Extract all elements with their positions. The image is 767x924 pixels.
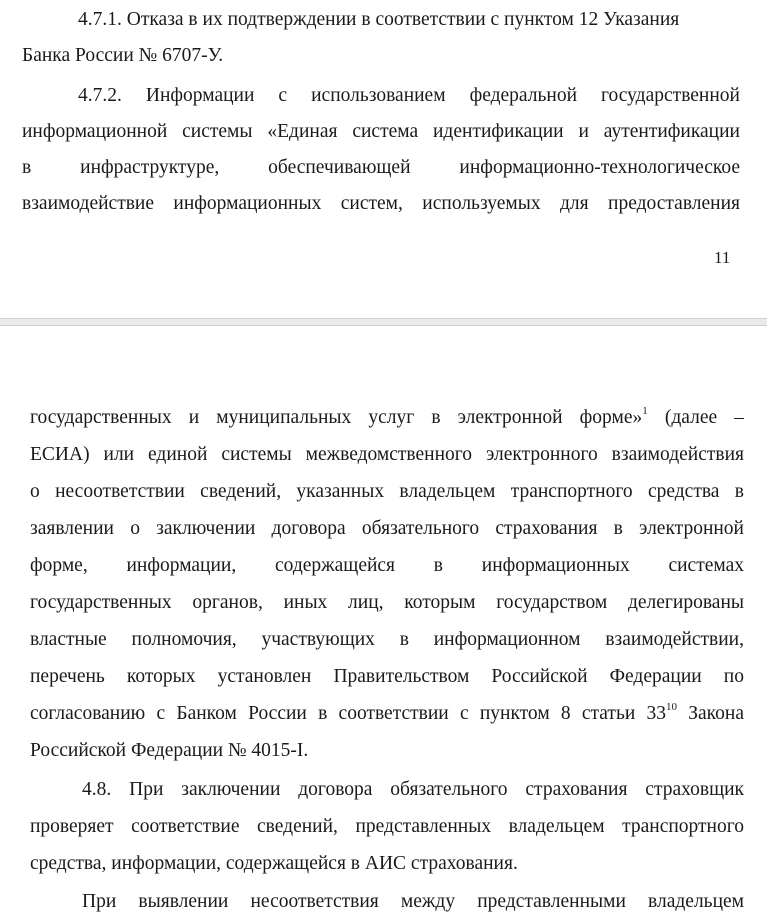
page-separator — [0, 318, 767, 326]
paragraph-line: заявлении о заключении договора обязательного страхования в электронной — [30, 518, 744, 539]
paragraph-line: государственных органов, иных лиц, которым государством делегированы — [30, 592, 744, 613]
paragraph-line: ЕСИА) или единой системы межведомственного электронного взаимодействия — [30, 444, 744, 465]
paragraph-line: Банка России № 6707-У. — [22, 45, 224, 66]
document-page-bottom — [0, 326, 767, 924]
paragraph-line — [30, 702, 744, 726]
line-text: Закона — [677, 703, 744, 724]
paragraph-line: проверяет соответствие сведений, представленных владельцем транспортного — [30, 816, 744, 837]
paragraph-line: средства, информации, содержащейся в АИС страхования. — [30, 853, 518, 874]
paragraph-line: 4.8. При заключении договора обязательного страхования страховщик — [82, 779, 744, 800]
paragraph-line — [30, 406, 744, 430]
line-text: (далее – — [647, 407, 744, 428]
line-text: согласованию с Банком России в соответствии с пунктом 8 статьи 33 — [30, 703, 667, 724]
paragraph-line: 4.7.1. Отказа в их подтверждении в соответствии с пунктом 12 Указания — [78, 9, 680, 30]
paragraph-line: 4.7.2. Информации с использованием федеральной государственной — [78, 85, 740, 106]
paragraph-line: форме, информации, содержащейся в информационных системах — [30, 555, 744, 576]
paragraph-line: властные полномочия, участвующих в информационном взаимодействии, — [30, 629, 744, 650]
paragraph-line: Российской Федерации № 4015-I. — [30, 740, 309, 761]
line-text: государственных и муниципальных услуг в электронной форме» — [30, 407, 643, 428]
paragraph-line: взаимодействие информационных систем, используемых для предоставления — [22, 193, 740, 214]
paragraph-line: в инфраструктуре, обеспечивающей информационно-технологическое — [22, 157, 740, 178]
page-number: 11 — [714, 248, 731, 267]
paragraph-line: информационной системы «Единая система идентификации и аутентификации — [22, 121, 740, 142]
article-superscript: 10 — [666, 702, 678, 713]
paragraph-line: о несоответствии сведений, указанных владельцем транспортного средства в — [30, 481, 744, 502]
footnote-marker: 1 — [642, 406, 648, 417]
paragraph-line: перечень которых установлен Правительством Российской Федерации по — [30, 666, 744, 687]
paragraph-line: При выявлении несоответствия между представленными владельцем — [82, 891, 744, 912]
document-page-top — [0, 0, 767, 318]
